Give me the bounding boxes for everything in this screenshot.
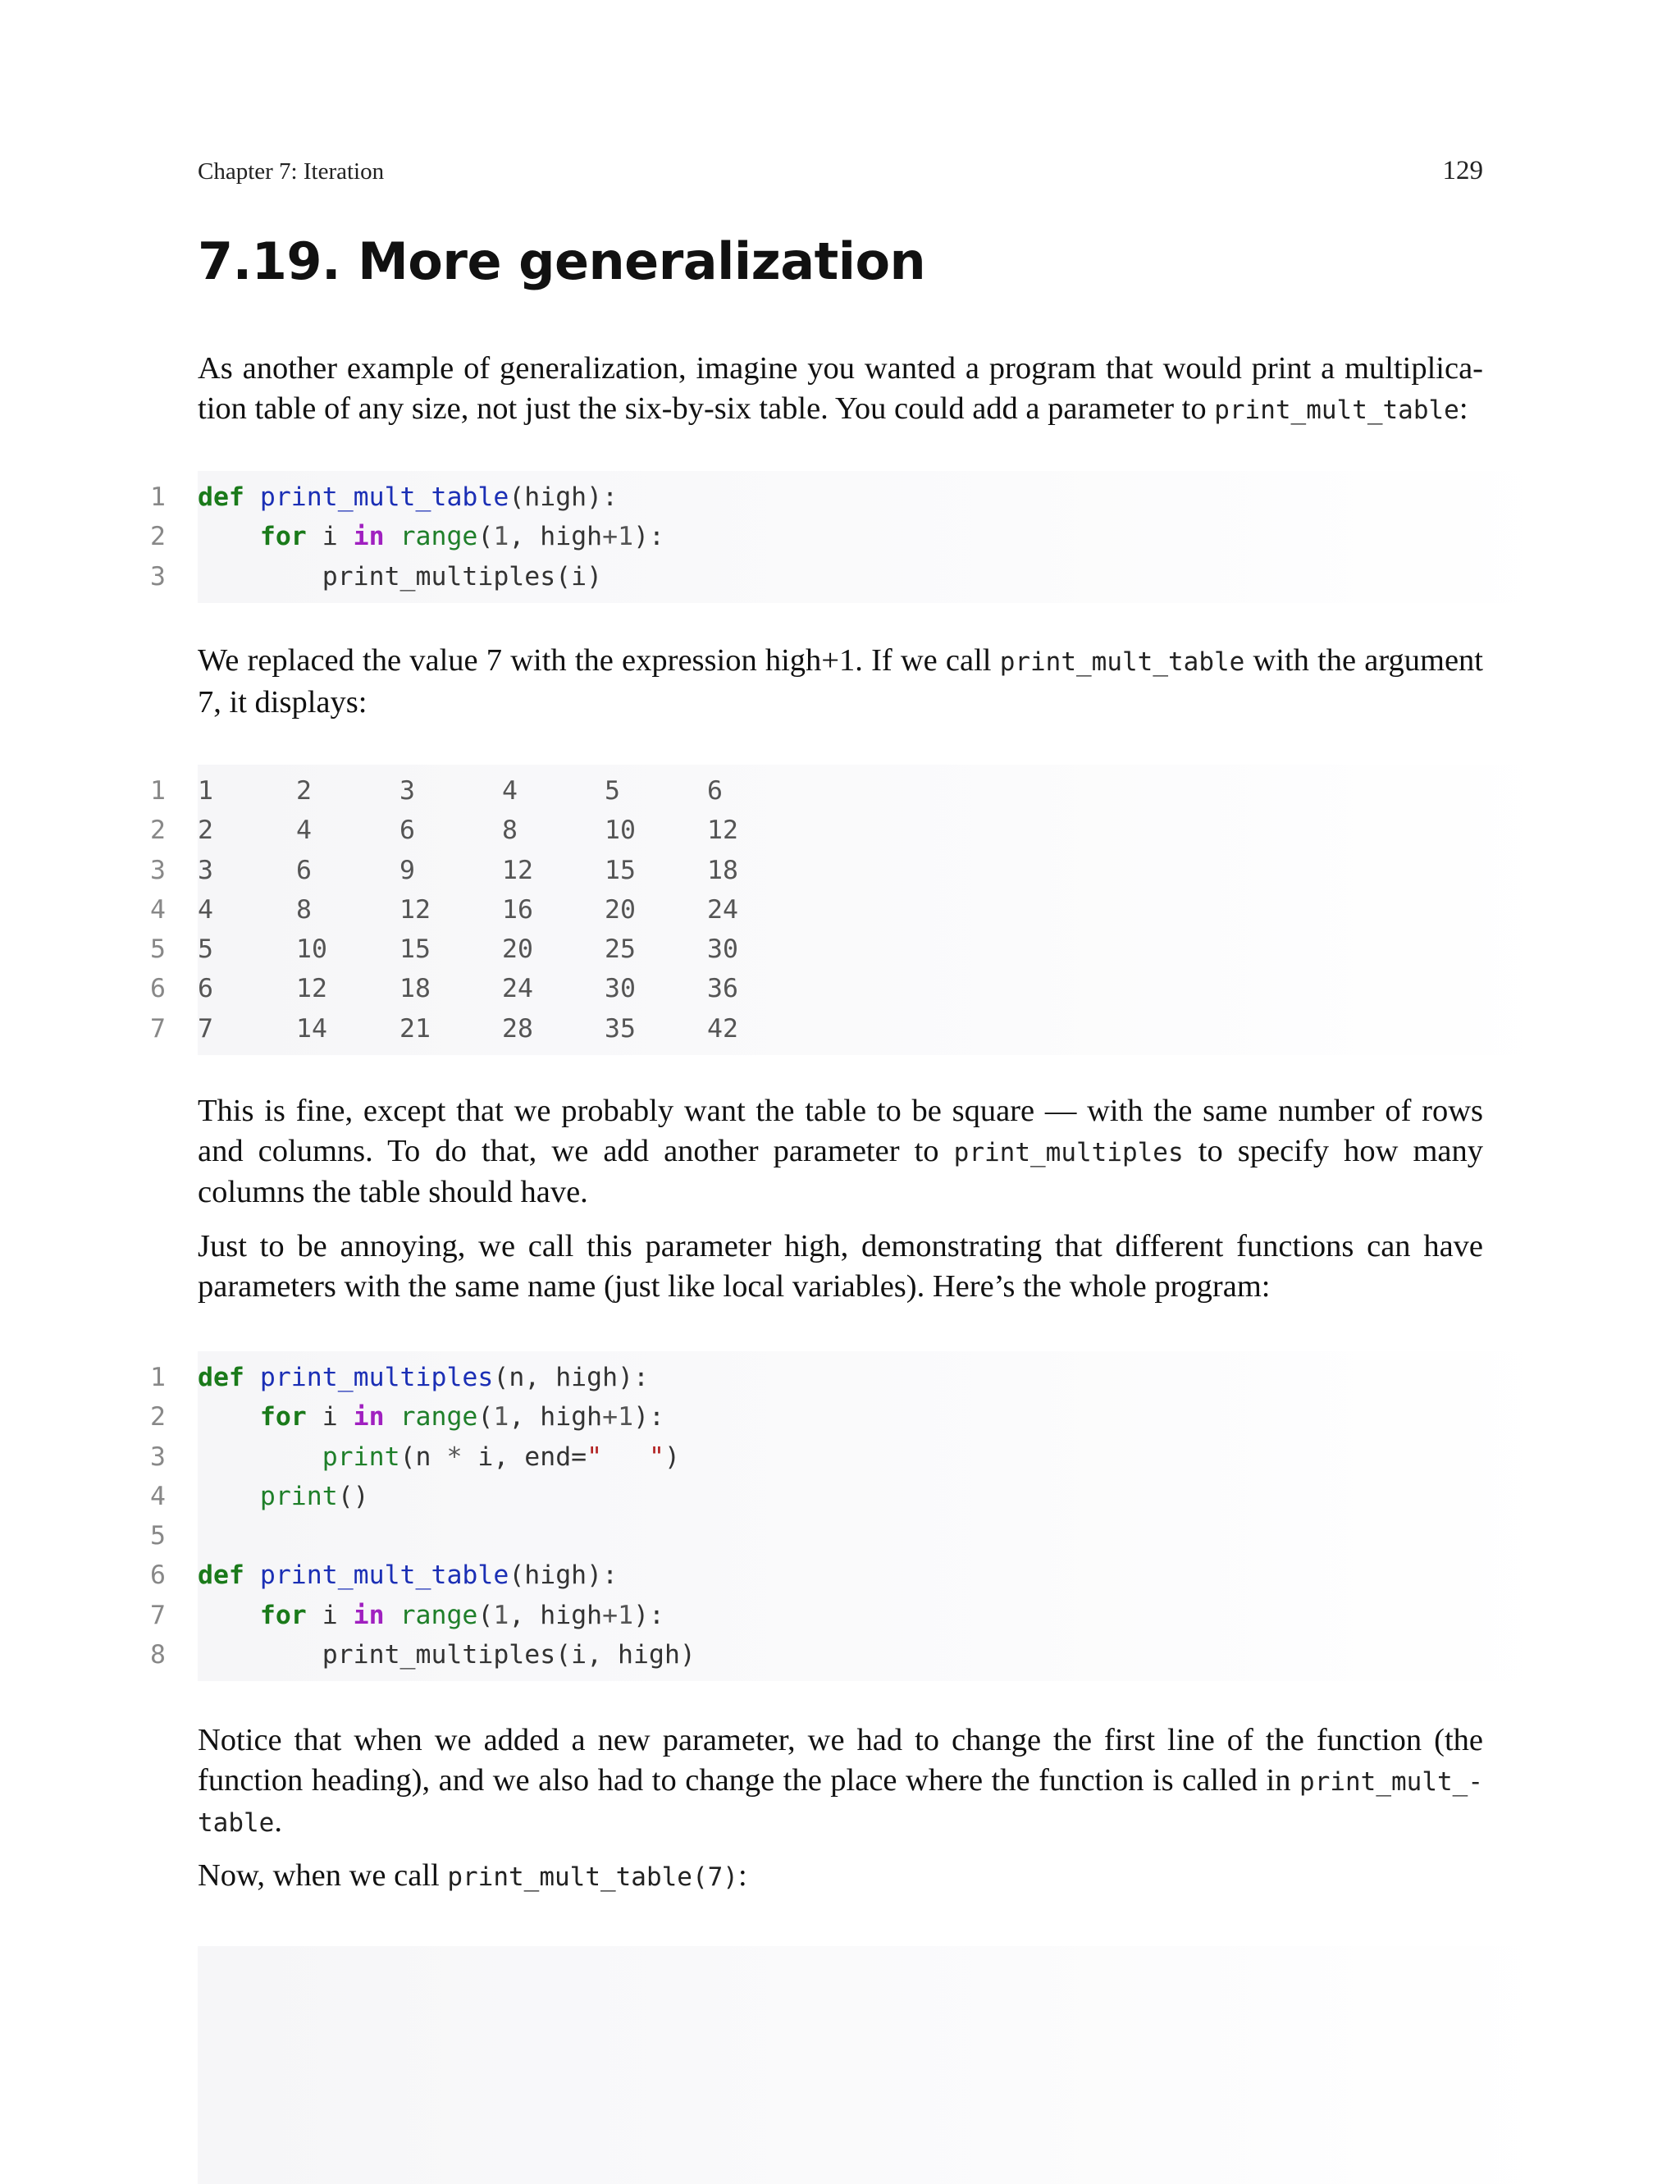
code-token: ( bbox=[477, 1402, 494, 1432]
line-number: 5 bbox=[150, 934, 166, 965]
line-number: 8 bbox=[150, 1640, 166, 1670]
code-token: print_multiples(i, high) bbox=[198, 1640, 696, 1670]
output-cell: 12 bbox=[707, 816, 738, 846]
code-token: in bbox=[353, 1600, 385, 1630]
code-token: (high): bbox=[509, 1560, 619, 1591]
code-token: i, end= bbox=[462, 1442, 587, 1472]
paragraph-text: As another example of generalization, imagine you wanted a program that would print a multiplica- tion table of any size, not just the six-by-six table. You could add a parameter to bbox=[198, 351, 1483, 426]
code-token: print_mult_table bbox=[259, 1560, 509, 1591]
line-number: 1 bbox=[150, 482, 166, 512]
code-token bbox=[198, 1402, 260, 1432]
code-block-whole-program bbox=[0, 1358, 1559, 1675]
line-number: 3 bbox=[150, 561, 166, 592]
output-cell: 5 bbox=[605, 776, 620, 806]
output-cell: 10 bbox=[296, 934, 327, 965]
output-cell: 36 bbox=[707, 974, 738, 1004]
code-token: print bbox=[259, 1481, 338, 1511]
code-text bbox=[198, 1635, 696, 1675]
output-cell: 15 bbox=[605, 855, 636, 885]
code-line bbox=[0, 1358, 1559, 1397]
code-background bbox=[198, 1946, 1559, 2184]
output-row bbox=[0, 851, 1559, 890]
line-number: 1 bbox=[150, 1363, 166, 1392]
code-line bbox=[0, 557, 1559, 596]
output-cell: 14 bbox=[296, 1013, 327, 1044]
output-cell: 3 bbox=[198, 855, 213, 885]
code-token: ): bbox=[633, 522, 665, 552]
line-number: 2 bbox=[150, 522, 166, 552]
output-cell: 30 bbox=[707, 934, 738, 965]
code-text bbox=[198, 1358, 649, 1397]
code-token: print_mult_table bbox=[259, 482, 509, 512]
code-token: , high bbox=[509, 1402, 603, 1432]
code-token: range bbox=[399, 1600, 478, 1630]
code-text bbox=[198, 557, 602, 596]
line-number: 6 bbox=[150, 974, 166, 1004]
code-line bbox=[0, 1635, 1559, 1675]
output-cell: 4 bbox=[198, 894, 213, 925]
code-token bbox=[385, 1601, 400, 1630]
inline-code: print_mult_table(7) bbox=[447, 1862, 738, 1892]
output-cell: 15 bbox=[399, 934, 431, 965]
paragraph-now-call: Now, when we call print_mult_table(7): bbox=[198, 1858, 747, 1893]
output-cell: 30 bbox=[605, 974, 636, 1004]
output-row bbox=[0, 1009, 1559, 1049]
code-token: for bbox=[259, 1600, 307, 1630]
output-row bbox=[0, 969, 1559, 1008]
code-token: +1 bbox=[602, 1402, 634, 1432]
line-number: 5 bbox=[150, 1521, 166, 1551]
code-token: range bbox=[399, 1402, 478, 1432]
output-cell: 10 bbox=[605, 816, 636, 846]
output-block-multiplication-table bbox=[0, 771, 1559, 1049]
code-token: * bbox=[446, 1442, 463, 1472]
line-number: 1 bbox=[150, 776, 166, 806]
inline-code: print_multiples bbox=[953, 1137, 1184, 1167]
line-number: 3 bbox=[150, 1442, 166, 1472]
code-text bbox=[198, 1596, 664, 1635]
output-cell: 20 bbox=[502, 934, 533, 965]
code-token bbox=[198, 1482, 260, 1511]
code-token: (n, high): bbox=[493, 1363, 650, 1392]
inline-code: print_mult_table bbox=[1214, 395, 1459, 425]
code-token: def bbox=[198, 1560, 244, 1591]
output-row bbox=[0, 811, 1559, 850]
code-token bbox=[385, 1402, 400, 1432]
code-token bbox=[244, 482, 260, 512]
output-cell: 8 bbox=[502, 816, 518, 846]
page-number: 129 bbox=[1442, 156, 1483, 185]
code-token: +1 bbox=[602, 1600, 634, 1630]
output-row bbox=[0, 771, 1559, 811]
code-line bbox=[0, 1596, 1559, 1635]
code-token bbox=[244, 1560, 260, 1590]
output-cell: 4 bbox=[502, 776, 518, 806]
code-token: i bbox=[306, 1600, 354, 1630]
code-token: " " bbox=[587, 1442, 664, 1472]
paragraph-replaced-value: We replaced the value 7 with the expression high+1. If we call print_mult_table with the argument 7, it displays: bbox=[198, 643, 1483, 720]
code-token bbox=[244, 1363, 260, 1392]
paragraph-annoying-parameter: Just to be annoying, we call this parameter high, demonstrating that different functions can have parameters with the same name (just like local variables). Here’s the whole program: bbox=[198, 1229, 1483, 1304]
output-cell: 18 bbox=[399, 974, 431, 1004]
line-number: 2 bbox=[150, 1402, 166, 1432]
code-token: ( bbox=[477, 1600, 494, 1630]
code-token: ): bbox=[633, 1600, 665, 1630]
code-text bbox=[198, 1556, 618, 1595]
output-cell: 5 bbox=[198, 934, 213, 965]
paragraph-square-table: This is fine, except that we probably want the table to be square — with the same number of rows and columns. To do that, we add another parameter to print_multiples to specify how many columns the table should have. bbox=[198, 1094, 1484, 1209]
code-token: ( bbox=[477, 522, 494, 552]
output-cell: 12 bbox=[502, 855, 533, 885]
output-cell: 12 bbox=[399, 894, 431, 925]
code-token: 1 bbox=[493, 522, 509, 552]
code-token bbox=[198, 1601, 260, 1630]
line-number: 3 bbox=[150, 855, 166, 885]
code-token: print_multiples bbox=[259, 1363, 494, 1392]
code-token: 1 bbox=[493, 1600, 509, 1630]
code-token: , high bbox=[509, 522, 603, 552]
output-cell: 16 bbox=[502, 894, 533, 925]
code-token: print bbox=[322, 1442, 400, 1472]
output-cell: 7 bbox=[198, 1013, 213, 1044]
code-token: def bbox=[198, 1363, 244, 1392]
code-token: for bbox=[259, 522, 307, 552]
page-header bbox=[198, 156, 1483, 192]
code-token: i bbox=[306, 1402, 354, 1432]
output-cell: 28 bbox=[502, 1013, 533, 1044]
output-cell: 6 bbox=[707, 776, 723, 806]
output-cell: 4 bbox=[296, 816, 312, 846]
code-token bbox=[385, 522, 400, 551]
output-cell: 35 bbox=[605, 1013, 636, 1044]
output-cell: 6 bbox=[198, 974, 213, 1004]
code-text bbox=[198, 517, 664, 556]
output-cell: 3 bbox=[399, 776, 415, 806]
code-block-print-mult-table bbox=[0, 477, 1559, 596]
code-text bbox=[198, 477, 618, 517]
code-token: print_multiples(i) bbox=[198, 561, 603, 592]
code-token: range bbox=[399, 522, 478, 552]
code-token: (n bbox=[399, 1442, 447, 1472]
line-number: 6 bbox=[150, 1560, 166, 1591]
code-line bbox=[0, 477, 1559, 517]
inline-code: print_mult_-table bbox=[198, 1766, 1483, 1838]
code-token: i bbox=[306, 522, 354, 552]
code-token bbox=[198, 522, 260, 551]
code-line bbox=[0, 1397, 1559, 1437]
output-cell: 42 bbox=[707, 1013, 738, 1044]
output-cell: 6 bbox=[399, 816, 415, 846]
paragraph-intro: As another example of generalization, imagine you wanted a program that would print a multiplica- tion table of any size, not just the six-by-six table. You could add a parameter to print_mult_table: bbox=[198, 351, 1483, 426]
code-line bbox=[0, 1516, 1559, 1556]
output-cell: 12 bbox=[296, 974, 327, 1004]
code-token: in bbox=[353, 1402, 385, 1432]
line-number: 4 bbox=[150, 894, 166, 925]
code-token: ) bbox=[664, 1442, 680, 1472]
code-token: () bbox=[337, 1481, 369, 1511]
output-cell: 2 bbox=[296, 776, 312, 806]
output-cell: 8 bbox=[296, 894, 312, 925]
code-text bbox=[198, 1437, 680, 1477]
code-token: , high bbox=[509, 1600, 603, 1630]
code-token: +1 bbox=[602, 522, 634, 552]
code-token: in bbox=[353, 522, 385, 552]
output-row bbox=[0, 930, 1559, 969]
output-cell: 2 bbox=[198, 816, 213, 846]
output-row bbox=[0, 890, 1559, 930]
code-text bbox=[198, 1397, 664, 1437]
line-number: 7 bbox=[150, 1600, 166, 1630]
line-number: 2 bbox=[150, 816, 166, 846]
code-line bbox=[0, 517, 1559, 556]
output-cell: 1 bbox=[198, 776, 213, 806]
code-token: def bbox=[198, 482, 244, 512]
output-cell: 6 bbox=[296, 855, 312, 885]
code-token: ): bbox=[633, 1402, 665, 1432]
code-block-continuation bbox=[0, 1946, 1559, 2184]
code-text bbox=[198, 1477, 369, 1516]
code-token: for bbox=[259, 1402, 307, 1432]
output-cell: 25 bbox=[605, 934, 636, 965]
section-title: 7.19. More generalization bbox=[198, 231, 926, 291]
chapter-title: Chapter 7: Iteration bbox=[198, 158, 385, 185]
code-line bbox=[0, 1556, 1559, 1595]
code-line bbox=[0, 1477, 1559, 1516]
code-token: (high): bbox=[509, 482, 619, 512]
inline-code: print_mult_table bbox=[999, 647, 1245, 677]
line-number: 4 bbox=[150, 1481, 166, 1511]
output-cell: 18 bbox=[707, 855, 738, 885]
line-number: 7 bbox=[150, 1013, 166, 1044]
output-cell: 21 bbox=[399, 1013, 431, 1044]
code-line bbox=[0, 1437, 1559, 1477]
output-cell: 24 bbox=[707, 894, 738, 925]
code-token: 1 bbox=[493, 1402, 509, 1432]
output-cell: 9 bbox=[399, 855, 415, 885]
output-cell: 24 bbox=[502, 974, 533, 1004]
paragraph-notice: Notice that when we added a new parameter, we had to change the first line of the function (the function heading), and we also had to change the place where the function is called in print_mult_-table. bbox=[198, 1723, 1483, 1839]
output-cell: 20 bbox=[605, 894, 636, 925]
code-token bbox=[198, 1442, 322, 1472]
